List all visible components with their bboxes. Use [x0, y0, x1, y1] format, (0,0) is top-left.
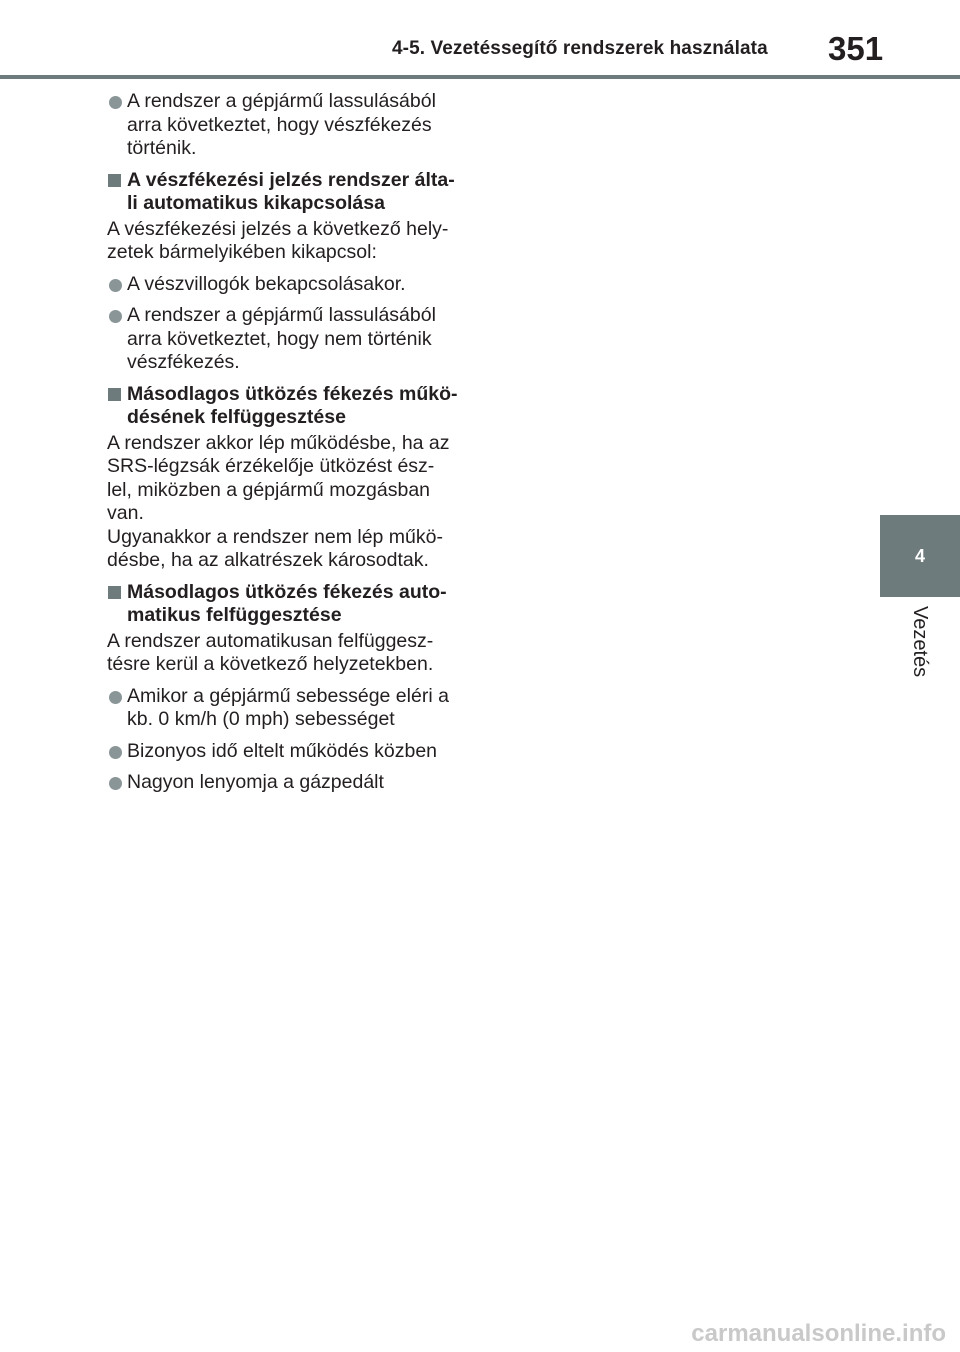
text-line: tésre kerül a következő helyzetekben. — [107, 653, 434, 675]
bullet-dot-icon — [109, 746, 122, 759]
page-number: 351 — [828, 30, 884, 67]
section-heading — [107, 383, 469, 430]
header-rule — [0, 75, 960, 79]
heading-line: matikus felfüggesztése — [127, 604, 342, 626]
text-line: Bizonyos idő eltelt működés közben — [127, 739, 438, 762]
text-line: lel, miközben a gépjármű mozgásban — [107, 478, 431, 501]
bullet-dot-icon — [109, 310, 122, 323]
heading-square-icon — [108, 586, 121, 599]
text-line: A rendszer akkor lép működésbe, ha az — [107, 431, 450, 454]
heading-square-icon — [108, 388, 121, 401]
text-line: zetek bármelyikében kikapcsol: — [107, 241, 377, 263]
section-title: 4-5. Vezetéssegítő rendszerek használata — [392, 38, 768, 59]
text-line: vészfékezés. — [127, 351, 240, 373]
text-line: Ugyanakkor a rendszer nem lép műkö- — [107, 525, 443, 548]
text-line: arra következtet, hogy nem történik — [127, 327, 432, 350]
heading-line: li automatikus kikapcsolása — [127, 192, 385, 214]
list-item — [107, 771, 469, 795]
bullet-dot-icon — [109, 96, 122, 109]
heading-line: désének felfüggesztése — [127, 406, 346, 428]
list-item — [107, 740, 469, 764]
chapter-tab[interactable] — [880, 515, 960, 597]
text-line: Amikor a gépjármű sebessége eléri a — [127, 684, 449, 707]
chapter-label: Vezetés — [909, 606, 931, 678]
section-heading — [107, 169, 469, 216]
text-line: kb. 0 km/h (0 mph) sebességet — [127, 708, 395, 730]
text-line: Nagyon lenyomja a gázpedált — [127, 771, 384, 793]
list-item — [107, 304, 469, 375]
section-heading — [107, 581, 469, 628]
chapter-number: 4 — [914, 545, 925, 566]
heading-line: A vészfékezési jelzés rendszer álta- — [127, 168, 455, 191]
heading-line: Másodlagos ütközés fékezés auto- — [127, 580, 447, 603]
text-line: A rendszer a gépjármű lassulásából — [127, 304, 436, 326]
text-line: SRS-légzsák érzékelője ütközést ész- — [107, 455, 435, 477]
paragraph — [107, 630, 469, 677]
watermark: carmanualsonline.info — [691, 1320, 946, 1347]
text-line: A vészfékezési jelzés a következő hely- — [107, 217, 449, 240]
bullet-dot-icon — [109, 691, 122, 704]
list-item — [107, 273, 469, 297]
text-line: A rendszer a gépjármű lassulásából — [127, 90, 436, 112]
text-line: történik. — [127, 137, 197, 159]
heading-square-icon — [108, 174, 121, 187]
paragraph — [107, 432, 469, 573]
text-line: van. — [107, 502, 144, 524]
heading-line: Másodlagos ütközés fékezés műkö- — [127, 382, 458, 405]
text-line: arra következtet, hogy vészfékezés — [127, 113, 432, 136]
bullet-dot-icon — [109, 279, 122, 292]
page-content — [107, 90, 469, 803]
list-item — [107, 90, 469, 161]
text-line: désbe, ha az alkatrészek károsodtak. — [107, 549, 429, 571]
text-line: A rendszer automatikusan felfüggesz- — [107, 629, 434, 652]
bullet-dot-icon — [109, 777, 122, 790]
text-line: A vészvillogók bekapcsolásakor. — [127, 272, 406, 295]
paragraph — [107, 218, 469, 265]
list-item — [107, 685, 469, 732]
